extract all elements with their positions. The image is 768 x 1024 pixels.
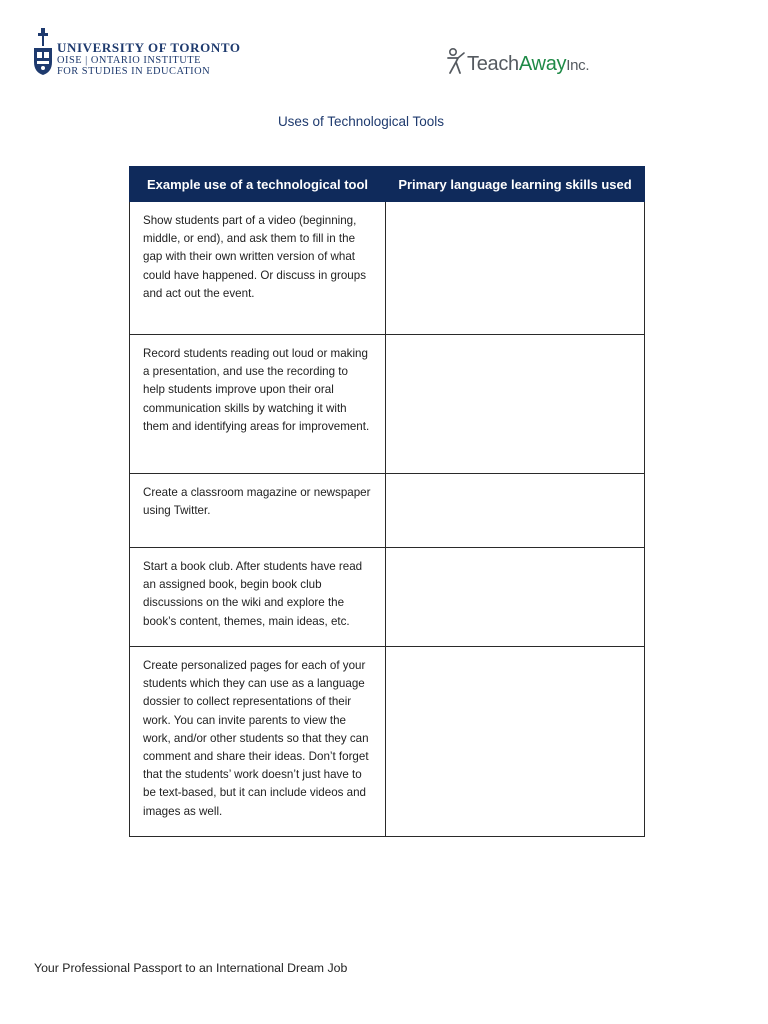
teachaway-logo	[446, 46, 606, 78]
skills-cell	[386, 474, 645, 548]
example-cell: Create personalized pages for each of your students which they can use as a language dossier to collect representations of their work. You can invite parents to view the work, and/or other students so that they can comment and share their ideas. Don’t forget that the students’ work doesn’t just have to be text-based, but it can include videos and images as well.	[130, 647, 386, 837]
column-header-skills: Primary language learning skills used	[386, 167, 645, 202]
example-cell: Start a book club. After students have read an assigned book, begin book club discussions on the wiki and explore the book’s content, themes, main ideas, etc.	[130, 548, 386, 647]
teachaway-logo-teach: Teach	[467, 53, 519, 75]
uoft-crest-icon	[33, 28, 53, 76]
uoft-logo-line3: FOR STUDIES IN EDUCATION	[57, 66, 211, 78]
table-header-row	[130, 167, 645, 202]
skills-cell	[386, 202, 645, 335]
page-title: Uses of Technological Tools	[277, 114, 445, 129]
teachaway-logo-away: Away	[518, 53, 567, 75]
uoft-logo-line1: UNIVERSITY OF TORONTO	[57, 40, 241, 55]
skills-cell	[386, 335, 645, 474]
example-cell: Record students reading out loud or making a presentation, and use the recording to help students improve upon their oral communication skills by watching it with them and identifying areas for improvement.	[130, 335, 386, 474]
table-row	[130, 474, 645, 548]
skills-cell	[386, 647, 645, 837]
teachaway-figure-icon	[446, 46, 468, 74]
column-header-example: Example use of a technological tool	[130, 167, 386, 202]
table-row	[130, 548, 645, 647]
table-row	[130, 202, 645, 335]
table-row	[130, 647, 645, 837]
teachaway-logo-inc: Inc.	[566, 57, 590, 74]
uoft-logo-line2: OISE | ONTARIO INSTITUTE	[57, 55, 201, 66]
uoft-oise-logo	[33, 28, 243, 80]
tools-table	[129, 166, 645, 837]
table-row	[130, 335, 645, 474]
example-cell: Show students part of a video (beginning, middle, or end), and ask them to fill in the gap with their own written version of what could have happened. Or discuss in groups and act out the event.	[130, 202, 386, 335]
skills-cell	[386, 548, 645, 647]
example-cell: Create a classroom magazine or newspaper using Twitter.	[130, 474, 386, 548]
footer-tagline: Your Professional Passport to an International Dream Job	[34, 961, 348, 975]
